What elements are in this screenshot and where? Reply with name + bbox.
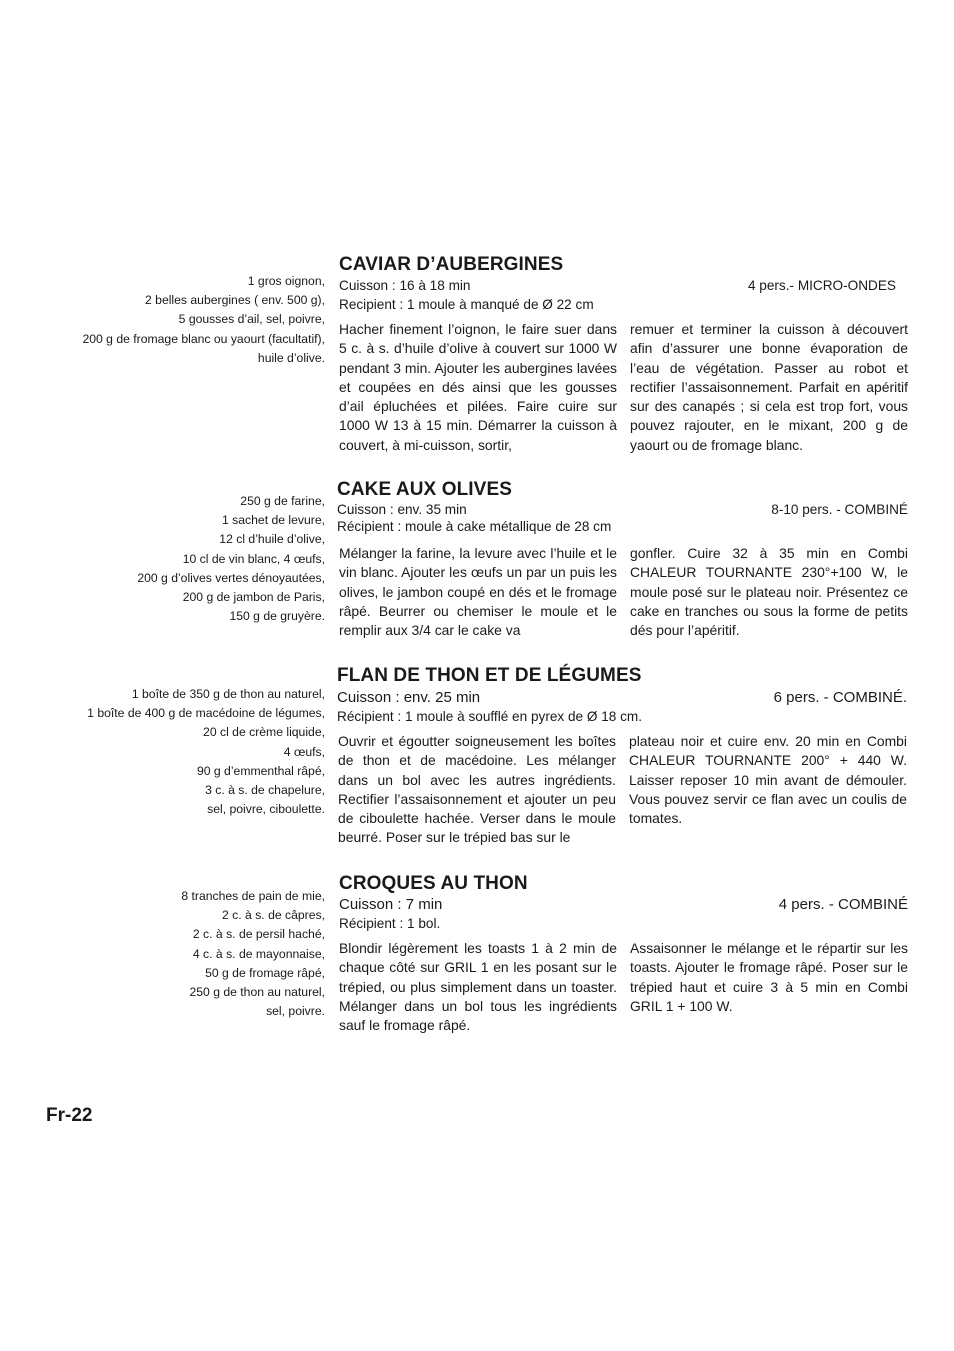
instructions-right: plateau noir et cuire env. 20 min en Combi CHALEUR TOURNANTE 200° + 440 W. Laisser reposer 10 min avant de démouler. Vous pouvez servir ce flan avec un coulis de tomates. — [629, 733, 907, 827]
cooking-time: Cuisson : env. 35 min — [337, 502, 467, 517]
container-info: Récipient : 1 bol. — [339, 916, 441, 931]
ingredient-item: sel, poivre. — [266, 1004, 325, 1019]
ingredient-item: sel, poivre, ciboulette. — [207, 802, 325, 817]
ingredients-list — [40, 272, 325, 368]
ingredient-item: 1 gros oignon, — [247, 274, 325, 288]
ingredient-item: 250 g de thon au naturel, — [189, 985, 325, 1000]
ingredient-item: huile d’olive. — [257, 350, 325, 365]
servings-mode: 6 pers. - COMBINÉ. — [773, 689, 907, 706]
servings-mode: 4 pers. - COMBINÉ — [778, 896, 908, 913]
instructions-left: Ouvrir et égoutter soigneusement les boîtes de thon et de macédoine. Les mélanger dans un bol avec les autres ingrédients. Rectifier l’assaisonnement et ajouter un peu de ciboulette hachée. Verser dans le moule beurré. Poser sur le trépied bas sur le — [338, 733, 616, 846]
ingredient-item: 200 g d’olives vertes dénoyautées, — [137, 570, 325, 585]
ingredient-item: 5 gousses d’ail, sel, poivre, — [178, 312, 325, 327]
ingredient-item: 20 cl de crème liquide, — [203, 725, 325, 740]
instructions-right: gonfler. Cuire 32 à 35 min en Combi CHALEUR TOURNANTE 230°+100 W, le moule posé sur le plateau noir. Présentez ce cake en tranches ou sous la forme de petits dés pour l’apéritif. — [630, 545, 908, 639]
ingredient-item: 2 belles aubergines ( env. 500 g), — [145, 293, 325, 308]
recipe-title: CAKE AUX OLIVES — [337, 479, 512, 500]
cooking-time: Cuisson : 7 min — [339, 896, 443, 913]
ingredient-item: 4 œufs, — [283, 744, 325, 759]
ingredient-item: 50 g de fromage râpé, — [205, 965, 325, 980]
instructions-right: remuer et terminer la cuisson à découvert afin d’assurer une bonne évaporation de l’eau de végétation. Passer au robot et rectifier l’assaisonnement. Parfait en apéritif sur des canapés ; si cela est trop fort, vous pouvez rajouter, en le mixant, 200 g de yaourt ou de fromage blanc. — [630, 321, 908, 453]
recipe-title: FLAN DE THON ET DE LÉGUMES — [337, 665, 642, 686]
servings-mode: 8-10 pers. - COMBINÉ — [771, 502, 908, 517]
ingredient-item: 12 cl d’huile d’olive, — [219, 532, 325, 547]
ingredient-item: 250 g de farine, — [240, 494, 325, 508]
ingredient-item: 10 cl de vin blanc, 4 œufs, — [182, 551, 325, 566]
ingredient-item: 200 g de jambon de Paris, — [182, 590, 325, 605]
ingredient-item: 1 boîte de 400 g de macédoine de légumes, — [87, 706, 325, 721]
ingredient-item: 3 c. à s. de chapelure, — [205, 783, 325, 798]
ingredient-item: 200 g de fromage blanc ou yaourt (facultatif), — [82, 331, 325, 346]
instructions-left: Hacher finement l’oignon, le faire suer dans 5 c. à s. d’huile d’olive à couvert sur 1000 W pendant 3 min. Ajouter les aubergines lavées et coupées en dés ainsi que les gousses d’ail épluchées et pilées. Faire cuire sur 1000 W 13 à 15 min. Démarrer la cuisson à couvert, à mi-cuisson, sortir, — [339, 321, 617, 453]
ingredients-list — [40, 685, 325, 819]
page-number: Fr-22 — [46, 1105, 93, 1126]
cooking-time: Cuisson : env. 25 min — [337, 689, 481, 706]
ingredient-item: 8 tranches de pain de mie, — [181, 889, 325, 903]
ingredient-item: 150 g de gruyère. — [229, 609, 325, 624]
instructions-left: Blondir légèrement les toasts 1 à 2 min de chaque côté sur GRIL 1 en les posant sur le trépied, ou plus simplement dans un toaster. Mélanger dans un bol tous les ingrédients sauf le fromage râpé. — [339, 940, 617, 1034]
recipe-title: CAVIAR D’AUBERGINES — [339, 254, 564, 275]
ingredients-list — [40, 887, 325, 1021]
ingredient-item: 4 c. à s. de mayonnaise, — [192, 946, 325, 961]
servings-mode: 4 pers.- MICRO-ONDES — [747, 278, 896, 293]
recipe-title: CROQUES AU THON — [339, 873, 528, 894]
ingredient-item: 90 g d’emmenthal râpé, — [196, 763, 325, 778]
container-info: Récipient : moule à cake métallique de 28 cm — [337, 519, 612, 534]
instructions-left: Mélanger la farine, la levure avec l’huile et le vin blanc. Ajouter les œufs un par un puis les olives, le jambon coupé en dés et le fromage râpé. Beurrer ou chemiser le moule et le remplir aux 3/4 car le cake va — [339, 545, 617, 639]
ingredients-list — [40, 492, 325, 626]
ingredient-item: 1 sachet de levure, — [222, 513, 325, 528]
instructions-right: Assaisonner le mélange et le répartir sur les toasts. Ajouter le fromage râpé. Poser sur le trépied haut et cuire 3 à 5 min en Combi GRIL 1 + 100 W. — [630, 940, 908, 1014]
cooking-time: Cuisson : 16 à 18 min — [339, 278, 471, 293]
ingredient-item: 2 c. à s. de persil haché, — [192, 927, 325, 942]
ingredient-item: 2 c. à s. de câpres, — [222, 908, 325, 923]
container-info: Récipient : 1 moule à soufflé en pyrex de Ø 18 cm. — [337, 709, 643, 724]
ingredient-item: 1 boîte de 350 g de thon au naturel, — [131, 687, 325, 701]
container-info: Recipient : 1 moule à manqué de Ø 22 cm — [339, 297, 594, 312]
